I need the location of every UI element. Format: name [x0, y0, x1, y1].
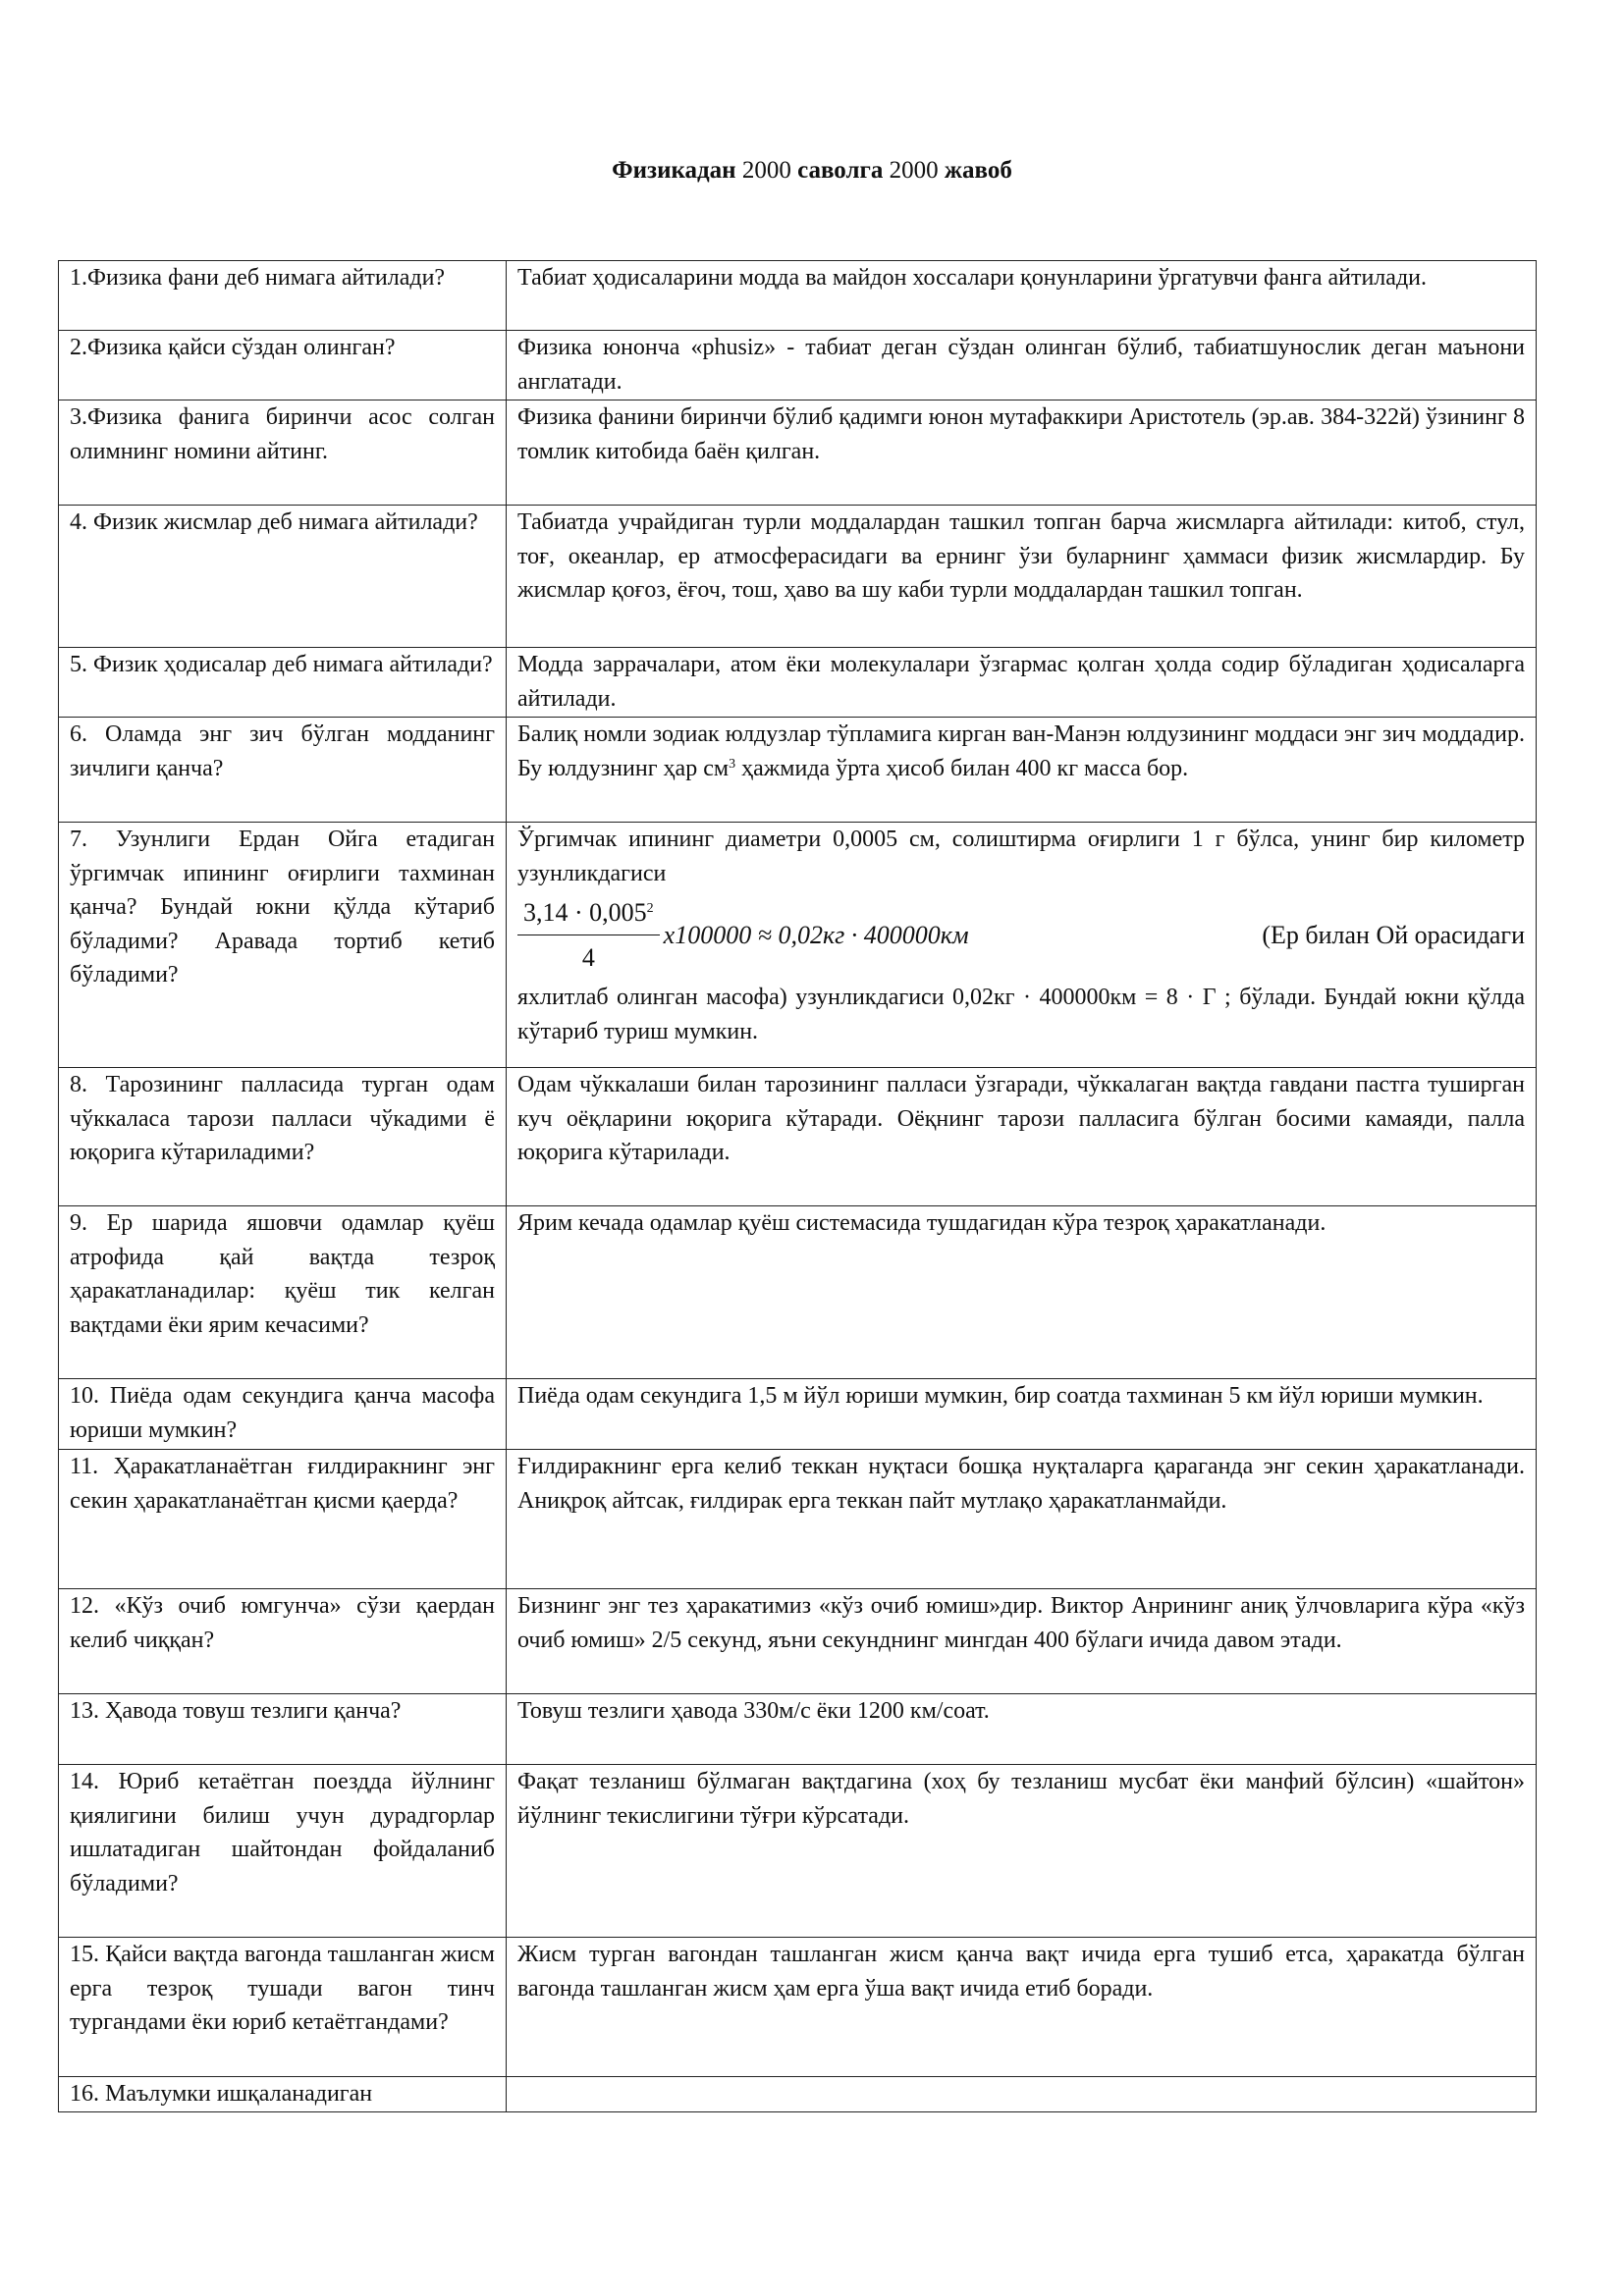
question-cell: 13. Ҳавода товуш тезлиги қанча?: [59, 1694, 507, 1765]
fraction: [517, 896, 660, 975]
answer-cell: Табиатда учрайдиган турли моддалардан ташкил топган барча жисмларга айтилади: китоб, стул, тоғ, океанлар, ер атмосферасидаги ва ернинг ўзи буларнинг ҳаммаси физик жисмлардир. Бу жисмлар қоғоз, ёғоч, тош, ҳаво ва шу каби турли моддалардан ташкил топган.: [507, 506, 1537, 648]
table-row: [59, 1938, 1537, 2077]
table-row: [59, 648, 1537, 718]
question-cell: 14. Юриб кетаётган поездда йўлнинг қиялигини билиш учун дурадгорлар ишлатадиган шайтондан фойдаланиб бўладими?: [59, 1765, 507, 1938]
numerator-text: 3,14 · 0,005: [523, 898, 647, 927]
table-row: [59, 1450, 1537, 1589]
answer-cell: Фақат тезланиш бўлмаган вақтдагина (хоҳ бу тезланиш мусбат ёки манфий бўлсин) «шайтон» йўлнинг текислигини тўғри кўрсатади.: [507, 1765, 1537, 1938]
table-row: [59, 2077, 1537, 2112]
question-cell: 4. Физик жисмлар деб нимага айтилади?: [59, 506, 507, 648]
question-cell: 15. Қайси вақтда вагонда ташланган жисм ерга тезроқ тушади вагон тинч тургандами ёки юриб кетаётгандами?: [59, 1938, 507, 2077]
answer-text: Ўргимчак ипининг диаметри 0,0005 см, солиштирма оғирлиги 1 г бўлса, унинг бир километр узунликдагиси: [517, 827, 1525, 886]
answer-text: яхлитлаб олинган масофа) узунликдагиси 0,02кг · 400000км = 8 · Г ; бўлади. Бундай юкни қўлда кўтариб туриш мумкин.: [517, 985, 1525, 1044]
question-cell: 7. Узунлиги Ердан Ойга етадиган ўргимчак ипининг оғирлиги тахминан қанча? Бундай юкни қўлда кўтариб бўладими? Аравада тортиб кетиб бўладими?: [59, 823, 507, 1068]
table-row: [59, 1589, 1537, 1694]
question-cell: 5. Физик ҳодисалар деб нимага айтилади?: [59, 648, 507, 718]
answer-cell: Товуш тезлиги ҳавода 330м/с ёки 1200 км/соат.: [507, 1694, 1537, 1765]
title-number-2: 2000: [883, 157, 945, 184]
answer-cell: Одам чўккалаши билан тарозининг палласи ўзгаради, чўккалаган вақтда гавдани пастга туширган куч оёқларини юқорига кўтаради. Оёқнинг тарози палласига бўлган босими камаяди, палла юқорига кўтарилади.: [507, 1068, 1537, 1206]
question-cell: 16. Маълумки ишқаланадиган: [59, 2077, 507, 2112]
superscript: 2: [646, 901, 654, 916]
question-cell: 1.Физика фани деб нимага айтилади?: [59, 261, 507, 331]
question-cell: 6. Оламда энг зич бўлган модданинг зичлиги қанча?: [59, 718, 507, 823]
formula-tail: (Ер билан Ой орасидаги: [1262, 920, 1525, 949]
title-word-questions: саволга: [797, 157, 884, 184]
title-word-answers: жавоб: [944, 157, 1012, 184]
answer-cell: Ярим кечада одамлар қуёш системасида тушдагидан кўра тезроқ ҳаракатланади.: [507, 1206, 1537, 1379]
table-row: [59, 823, 1537, 1068]
answer-cell: Физика фанини биринчи бўлиб қадимги юнон мутафаккири Аристотель (эр.ав. 384-322й) ўзининг 8 томлик китобида баён қилган.: [507, 400, 1537, 506]
fraction-numerator: [517, 896, 660, 935]
answer-cell: [507, 2077, 1537, 2112]
table-row: [59, 1379, 1537, 1450]
answer-cell: Бизнинг энг тез ҳаракатимиз «кўз очиб юмиш»дир. Виктор Анрининг аниқ ўлчовларига кўра «кўз очиб юмиш» 2/5 секунд, яъни секунднинг мингдан 400 бўлаги ичида давом этади.: [507, 1589, 1537, 1694]
title-word-physics: Физикадан: [612, 157, 736, 184]
table-row: [59, 506, 1537, 648]
table-row: [59, 1694, 1537, 1765]
answer-text: Балиқ номли зодиак юлдузлар тўпламига кирган ван-Манэн юлдузининг моддаси энг зич моддадир. Бу юлдузнинг ҳар см: [517, 721, 1525, 781]
answer-cell: Табиат ҳодисаларини модда ва майдон хоссалари қонунларини ўргатувчи фанга айтилади.: [507, 261, 1537, 331]
answer-cell: Жисм турган вагондан ташланган жисм қанча вақт ичида ерга тушиб етса, ҳаракатда бўлган вагонда ташланган жисм ҳам ерга ўша вақт ичида етиб боради.: [507, 1938, 1537, 2077]
formula-result: x100000 ≈ 0,02кг · 400000км: [663, 920, 969, 949]
answer-cell: Пиёда одам секундига 1,5 м йўл юриши мумкин, бир соатда тахминан 5 км йўл юриши мумкин.: [507, 1379, 1537, 1450]
answer-text: ҳажмида ўрта ҳисоб билан 400 кг масса бор.: [735, 755, 1189, 781]
answer-cell: Физика юнонча «phusiz» - табиат деган сўздан олинган бўлиб, табиатшунослик деган маънони англатади.: [507, 331, 1537, 400]
question-cell: 9. Ер шарида яшовчи одамлар қуёш атрофида қай вақтда тезроқ ҳаракатланадилар: қуёш тик келган вақтдами ёки ярим кечасими?: [59, 1206, 507, 1379]
question-cell: 3.Физика фанига биринчи асос солган олимнинг номини айтинг.: [59, 400, 507, 506]
table-row: [59, 1765, 1537, 1938]
qa-table: [58, 260, 1537, 2112]
table-row: [59, 331, 1537, 400]
table-row: [59, 400, 1537, 506]
table-row: [59, 1206, 1537, 1379]
table-row: [59, 261, 1537, 331]
formula: [517, 890, 1525, 981]
question-cell: 10. Пиёда одам секундига қанча масофа юриши мумкин?: [59, 1379, 507, 1450]
title-number-1: 2000: [735, 157, 798, 184]
answer-cell: [507, 823, 1537, 1068]
answer-cell: Модда заррачалари, атом ёки молекулалари ўзгармас қолган ҳолда содир бўладиган ҳодисаларга айтилади.: [507, 648, 1537, 718]
question-cell: 12. «Кўз очиб юмгунча» сўзи қаердан келиб чиққан?: [59, 1589, 507, 1694]
question-cell: 8. Тарозининг палласида турган одам чўккаласа тарози палласи чўкадими ё юқорига кўтариладими?: [59, 1068, 507, 1206]
table-row: [59, 1068, 1537, 1206]
question-cell: 2.Физика қайси сўздан олинган?: [59, 331, 507, 400]
fraction-denominator: 4: [581, 942, 595, 972]
formula-expression: [664, 919, 1525, 953]
superscript: 3: [729, 756, 736, 772]
question-cell: 11. Ҳаракатланаётган ғилдиракнинг энг секин ҳаракатланаётган қисми қаерда?: [59, 1450, 507, 1589]
table-row: [59, 718, 1537, 823]
answer-cell: [507, 718, 1537, 823]
answer-cell: Ғилдиракнинг ерга келиб теккан нуқтаси бошқа нуқталарга қараганда энг секин ҳаракатланади. Аниқроқ айтсак, ғилдирак ерга теккан пайт мутлақо ҳаракатланмайди.: [507, 1450, 1537, 1589]
page-title: [0, 157, 1624, 185]
